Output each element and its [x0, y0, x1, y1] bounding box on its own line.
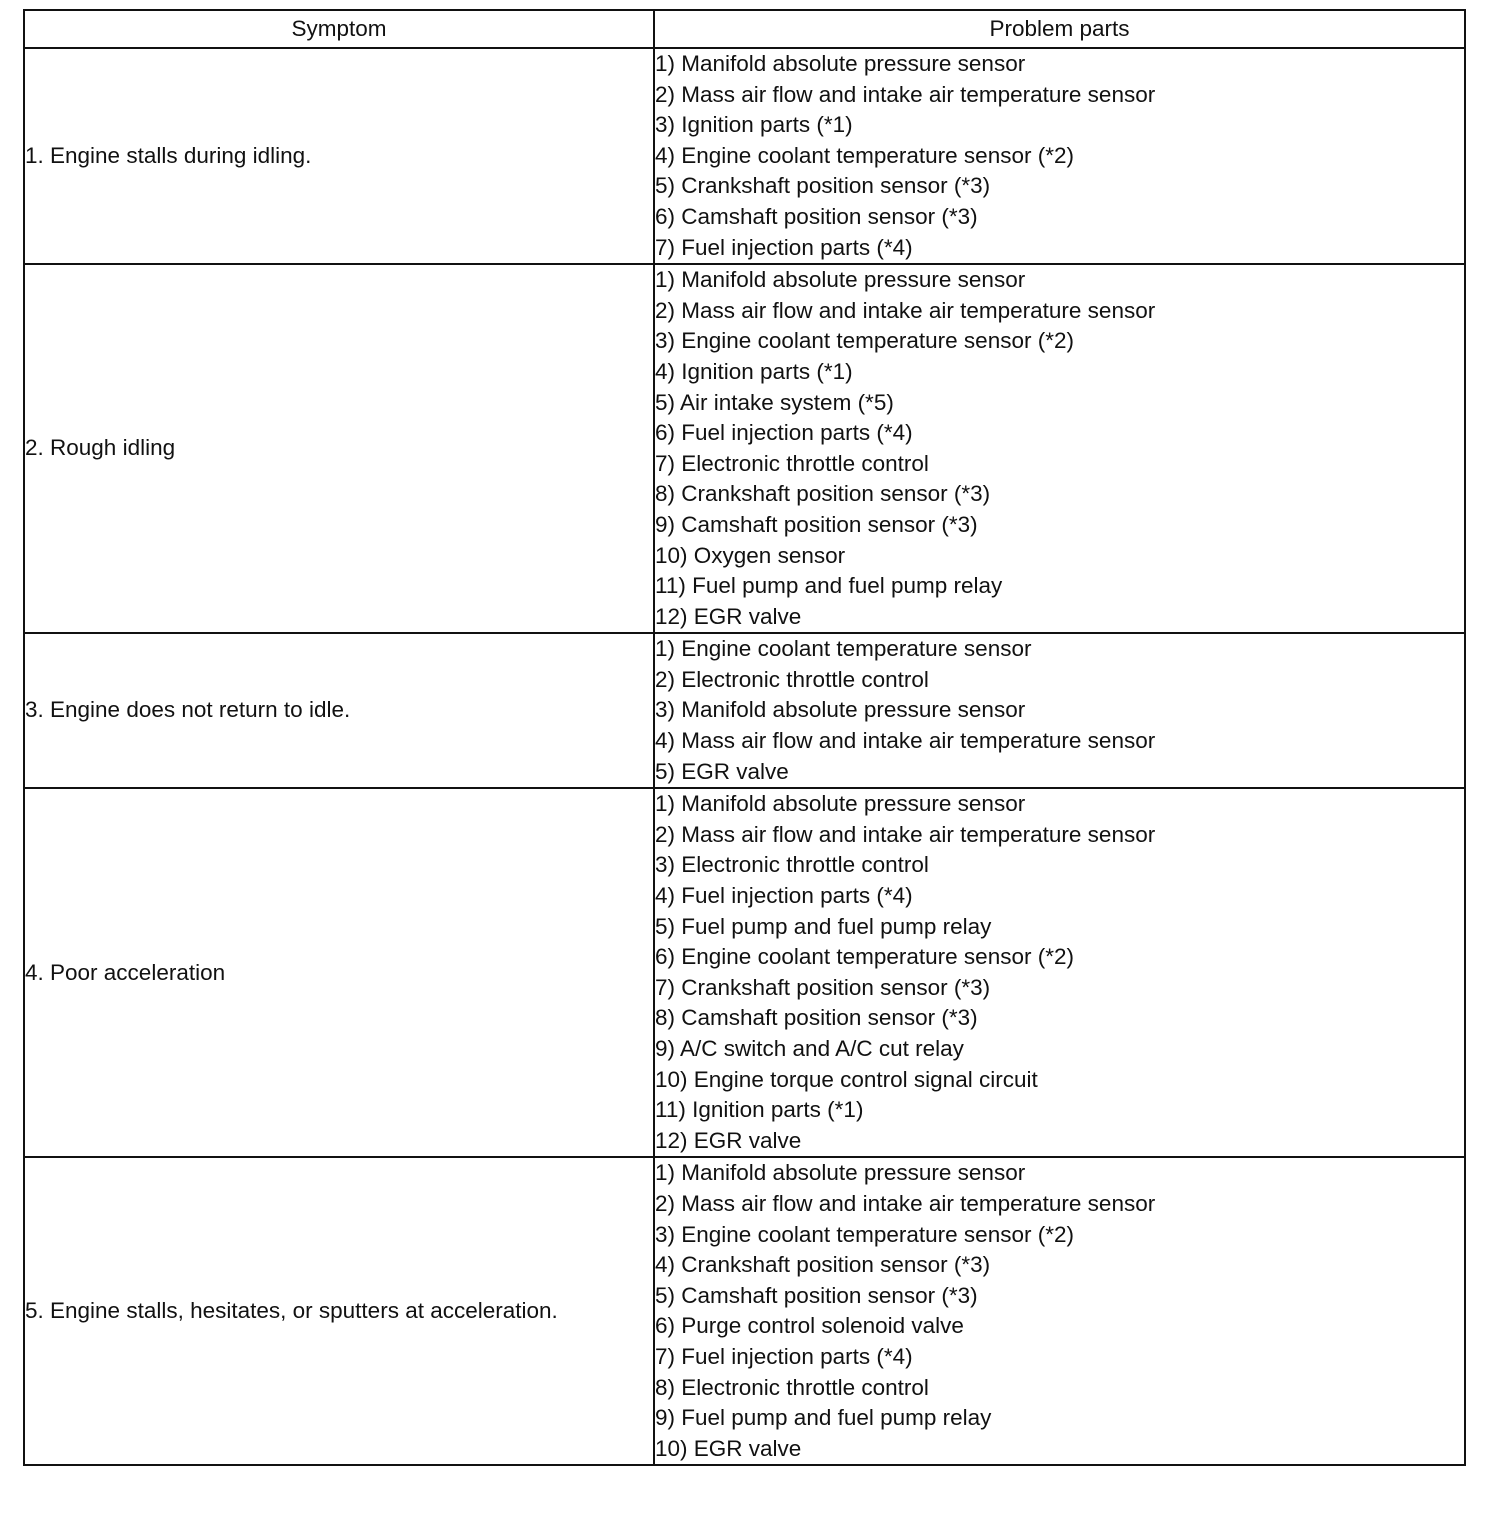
table-header — [24, 10, 1465, 48]
problem-part-item: 7) Crankshaft position sensor (*3) — [655, 974, 991, 1000]
problem-part-item: 3) Engine coolant temperature sensor (*2) — [655, 1221, 1074, 1247]
problem-parts-cell — [654, 1157, 1465, 1465]
problem-part-item: 10) Engine torque control signal circuit — [655, 1066, 1038, 1092]
problem-part-item: 12) EGR valve — [655, 603, 802, 629]
problem-part-item: 2) Mass air flow and intake air temperature sensor — [655, 81, 1156, 107]
problem-part-item: 3) Engine coolant temperature sensor (*2) — [655, 328, 1074, 354]
problem-part-item: 11) Fuel pump and fuel pump relay — [655, 573, 1003, 599]
problem-part-item: 6) Engine coolant temperature sensor (*2) — [655, 944, 1074, 970]
problem-part-item: 6) Camshaft position sensor (*3) — [655, 203, 978, 229]
problem-part-item: 4) Fuel injection parts (*4) — [655, 883, 913, 909]
problem-part-item: 5) Camshaft position sensor (*3) — [655, 1282, 978, 1308]
symptom-cell: 4. Poor acceleration — [24, 788, 654, 1157]
problem-parts-list — [655, 49, 1464, 263]
problem-part-item: 7) Fuel injection parts (*4) — [655, 234, 913, 260]
problem-part-item: 4) Crankshaft position sensor (*3) — [655, 1252, 991, 1278]
problem-part-item: 2) Mass air flow and intake air temperature sensor — [655, 821, 1156, 847]
problem-part-item: 1) Manifold absolute pressure sensor — [655, 791, 1026, 817]
table-row — [24, 48, 1465, 264]
problem-part-item: 10) Oxygen sensor — [655, 542, 846, 568]
problem-part-item: 9) A/C switch and A/C cut relay — [655, 1036, 964, 1061]
table-row — [24, 264, 1465, 633]
problem-part-item: 2) Electronic throttle control — [655, 666, 929, 692]
problem-part-item: 8) Electronic throttle control — [655, 1374, 929, 1400]
problem-part-item: 1) Manifold absolute pressure sensor — [655, 51, 1026, 76]
header-symptom: Symptom — [24, 10, 654, 48]
table-row — [24, 788, 1465, 1157]
problem-part-item: 1) Manifold absolute pressure sensor — [655, 1160, 1026, 1186]
problem-part-item: 7) Fuel injection parts (*4) — [655, 1343, 913, 1369]
symptom-problem-parts-table — [23, 9, 1466, 1466]
problem-part-item: 6) Purge control solenoid valve — [655, 1313, 964, 1339]
problem-part-item: 2) Mass air flow and intake air temperature sensor — [655, 297, 1156, 323]
symptom-cell: 2. Rough idling — [24, 264, 654, 633]
problem-part-item: 3) Ignition parts (*1) — [655, 112, 853, 138]
problem-part-item: 4) Mass air flow and intake air temperature sensor — [655, 728, 1156, 754]
problem-part-item: 1) Engine coolant temperature sensor — [655, 636, 1032, 662]
problem-part-item: 5) Crankshaft position sensor (*3) — [655, 173, 991, 199]
problem-part-item: 9) Camshaft position sensor (*3) — [655, 511, 978, 537]
table-body — [24, 48, 1465, 1465]
problem-parts-cell — [654, 264, 1465, 633]
table-row — [24, 1157, 1465, 1465]
problem-part-item: 4) Engine coolant temperature sensor (*2) — [655, 142, 1074, 168]
symptom-cell: 3. Engine does not return to idle. — [24, 633, 654, 788]
header-problem-parts: Problem parts — [654, 10, 1465, 48]
problem-part-item: 10) EGR valve — [655, 1435, 802, 1461]
symptom-cell: 1. Engine stalls during idling. — [24, 48, 654, 264]
problem-part-item: 11) Ignition parts (*1) — [655, 1097, 864, 1123]
problem-parts-list — [655, 634, 1464, 787]
header-row — [24, 10, 1465, 48]
problem-part-item: 8) Crankshaft position sensor (*3) — [655, 481, 991, 507]
table-row — [24, 633, 1465, 788]
problem-part-item: 12) EGR valve — [655, 1127, 802, 1153]
problem-part-item: 5) EGR valve — [655, 758, 789, 784]
problem-part-item: 5) Fuel pump and fuel pump relay — [655, 913, 992, 939]
problem-part-item: 1) Manifold absolute pressure sensor — [655, 267, 1026, 293]
problem-parts-list — [655, 265, 1464, 632]
problem-parts-list — [655, 789, 1464, 1156]
problem-parts-cell — [654, 788, 1465, 1157]
problem-part-item: 6) Fuel injection parts (*4) — [655, 420, 913, 446]
problem-part-item: 2) Mass air flow and intake air temperature sensor — [655, 1190, 1156, 1216]
problem-part-item: 3) Manifold absolute pressure sensor — [655, 697, 1026, 723]
problem-part-item: 9) Fuel pump and fuel pump relay — [655, 1405, 992, 1431]
problem-part-item: 8) Camshaft position sensor (*3) — [655, 1005, 978, 1031]
problem-part-item: 4) Ignition parts (*1) — [655, 358, 853, 384]
problem-parts-cell — [654, 633, 1465, 788]
problem-part-item: 3) Electronic throttle control — [655, 852, 929, 878]
problem-parts-list — [655, 1158, 1464, 1464]
problem-part-item: 7) Electronic throttle control — [655, 450, 929, 476]
problem-parts-cell — [654, 48, 1465, 264]
problem-part-item: 5) Air intake system (*5) — [655, 389, 894, 415]
symptom-cell: 5. Engine stalls, hesitates, or sputters at acceleration. — [24, 1157, 654, 1465]
